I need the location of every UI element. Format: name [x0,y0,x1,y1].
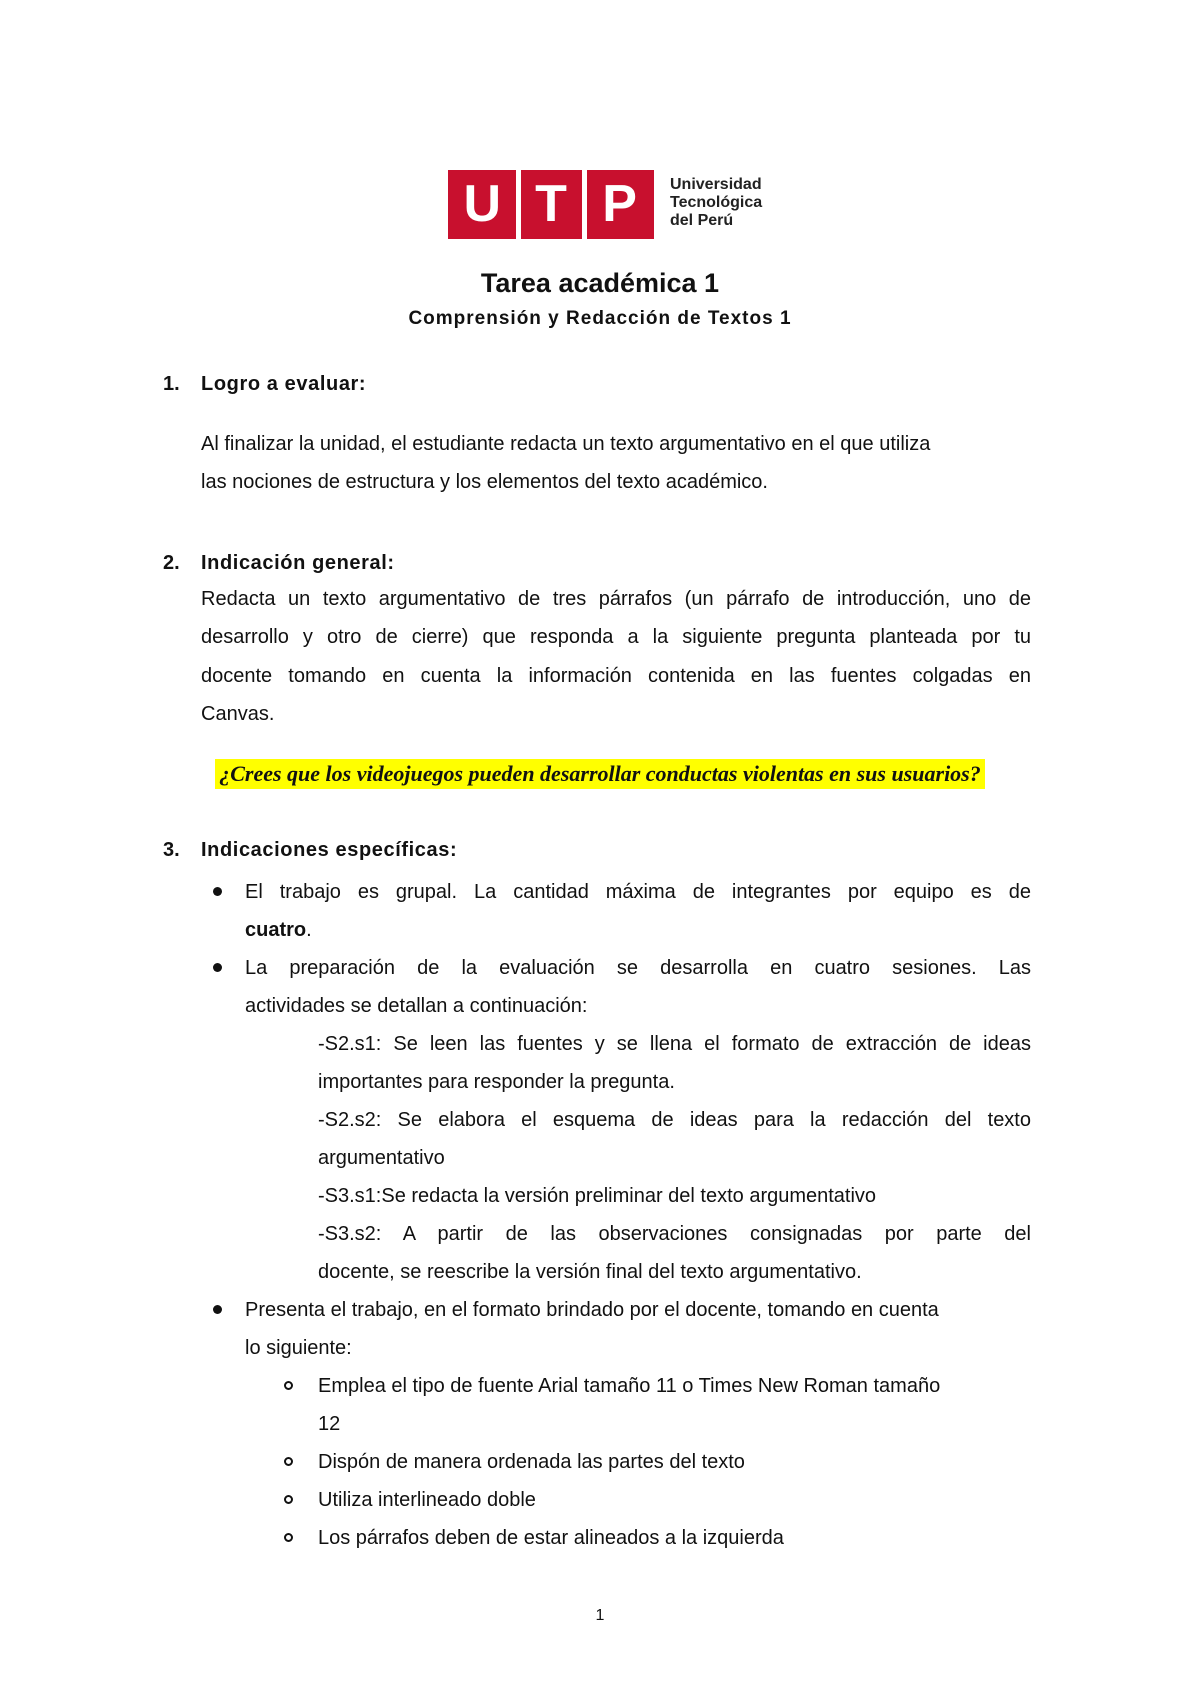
utp-logo [448,170,780,239]
activity-line: -S2.s2: Se elabora el esquema de ideas para la redacción del texto [318,1109,1031,1131]
bold-word: cuatro [245,919,307,941]
logo-text [670,176,762,230]
logo-letter-p: P [602,175,637,233]
page-number: 1 [595,1607,605,1624]
section-number: 3. [163,839,180,861]
activity-line: -S2.s1: Se leen las fuentes y se llena el formato de extracción de ideas [318,1033,1031,1055]
document-subtitle: Comprensión y Redacción de Textos 1 [408,308,792,329]
utp-logo-block [448,170,654,239]
section-heading: Indicaciones específicas: [201,839,458,861]
activity-line: -S3.s2: A partir de las observaciones consignadas por parte del [318,1223,1031,1245]
activity-line: importantes para responder la pregunta. [318,1071,675,1093]
logo-letter-u: U [463,175,502,233]
activity-line: -S3.s1:Se redacta la versión preliminar del texto argumentativo [318,1185,877,1207]
section-heading: Indicación general: [201,552,395,574]
bullet-text-line: El trabajo es grupal. La cantidad máxima de integrantes por equipo es de [245,881,1031,903]
hollow-bullet-icon [284,1533,293,1542]
bullet-icon [213,1305,222,1314]
question-wrapper [0,759,1200,789]
activity-line: argumentativo [318,1147,445,1169]
section-text-line: desarrollo y otro de cierre) que responda a la siguiente pregunta planteada por tu [201,626,1031,648]
sub-item-line: Los párrafos deben de estar alineados a la izquierda [318,1527,784,1549]
hollow-bullet-icon [284,1457,293,1466]
section-number: 1. [163,373,180,395]
bullet-text-line: La preparación de la evaluación se desarrolla en cuatro sesiones. Las [245,957,1031,979]
section-text-line: las nociones de estructura y los elementos del texto académico. [201,471,768,493]
sub-item-line: Utiliza interlineado doble [318,1489,536,1511]
logo-separator [582,170,587,239]
section-heading: Logro a evaluar: [201,373,367,395]
section-text-line: Canvas. [201,703,275,725]
logo-separator [516,170,521,239]
bullet-text-line: actividades se detallan a continuación: [245,995,588,1017]
logo-text-line: del Perú [670,212,734,229]
logo-letter-t: T [535,175,567,233]
section-text-line: docente tomando en cuenta la información contenida en las fuentes colgadas en [201,665,1031,687]
bullet-text-line: Presenta el trabajo, en el formato brindado por el docente, tomando en cuenta [245,1299,939,1321]
logo-text-line: Tecnológica [670,194,763,211]
sub-item-line: Emplea el tipo de fuente Arial tamaño 11 o Times New Roman tamaño [318,1375,941,1397]
bullet-text-end: . [306,919,312,941]
activity-line: docente, se reescribe la versión final del texto argumentativo. [318,1261,862,1283]
bullet-icon [213,887,222,896]
logo-text-line: Universidad [670,176,762,193]
document-title: Tarea académica 1 [480,268,720,298]
sub-item-line: Dispón de manera ordenada las partes del texto [318,1451,745,1473]
bullet-text-line [245,911,312,949]
highlighted-question: ¿Crees que los videojuegos pueden desarrollar conductas violentas en sus usuarios? [215,759,985,789]
hollow-bullet-icon [284,1495,293,1504]
section-text-line: Al finalizar la unidad, el estudiante redacta un texto argumentativo en el que utiliza [201,433,931,455]
sub-item-line: 12 [318,1413,341,1435]
section-number: 2. [163,552,180,574]
bullet-icon [213,963,222,972]
bullet-text-line: lo siguiente: [245,1337,352,1359]
hollow-bullet-icon [284,1381,293,1390]
section-text-line: Redacta un texto argumentativo de tres párrafos (un párrafo de introducción, uno de [201,588,1031,610]
